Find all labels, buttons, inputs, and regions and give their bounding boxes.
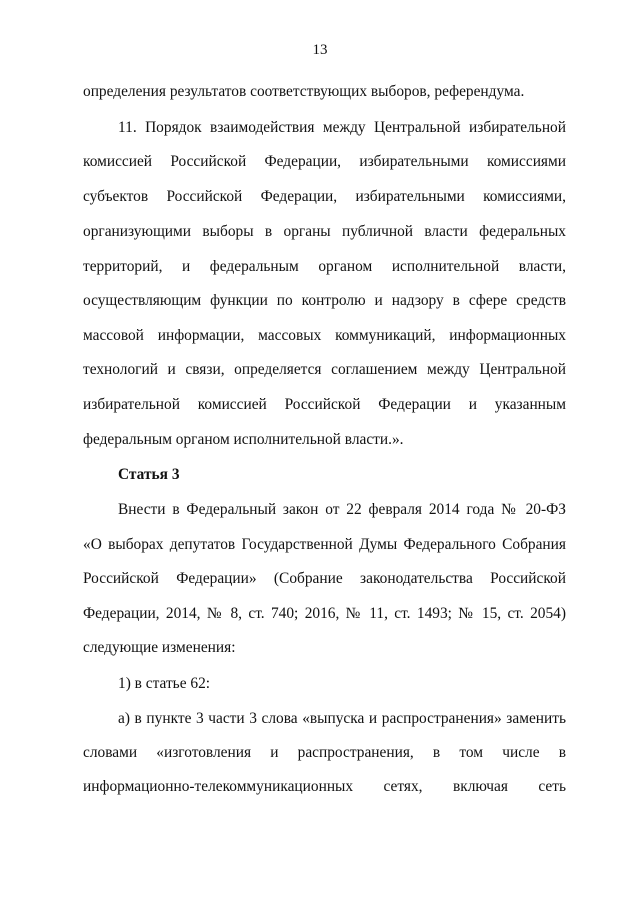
text-line-14: «О выборах депутатов Государственной Думы Федерального Собрания: [83, 536, 566, 553]
text-line-21: информационно-телекоммуникационных сетях, включая сеть: [83, 778, 566, 795]
text-line-17: следующие изменения:: [83, 639, 236, 656]
article-heading: Статья 3: [118, 466, 180, 483]
text-line-13: Внести в Федеральный закон от 22 февраля 2014 года № 20-ФЗ: [118, 501, 566, 518]
text-line-1: определения результатов соответствующих выборов, референдума.: [83, 83, 525, 100]
text-line-9: технологий и связи, определяется соглашением между Центральной: [83, 361, 566, 378]
text-line-3: комиссией Российской Федерации, избирательными комиссиями: [83, 153, 566, 170]
text-line-4: субъектов Российской Федерации, избирательными комиссиями,: [83, 188, 566, 205]
text-line-7: осуществляющим функции по контролю и надзору в сфере средств: [83, 292, 566, 309]
text-line-10: избирательной комиссией Российской Федерации и указанным: [83, 396, 566, 413]
text-line-11: федеральным органом исполнительной власти.».: [83, 431, 404, 448]
text-line-5: организующими выборы в органы публичной власти федеральных: [83, 223, 566, 240]
text-line-2: 11. Порядок взаимодействия между Центральной избирательной: [118, 119, 566, 136]
text-line-18: 1) в статье 62:: [118, 675, 211, 692]
text-line-16: Федерации, 2014, № 8, ст. 740; 2016, № 11, ст. 1493; № 15, ст. 2054): [83, 605, 566, 622]
text-line-8: массовой информации, массовых коммуникаций, информационных: [83, 327, 566, 344]
text-line-20: словами «изготовления и распространения, в том числе в: [83, 744, 566, 761]
text-line-15: Российской Федерации» (Собрание законодательства Российской: [83, 570, 566, 587]
text-line-19: а) в пункте 3 части 3 слова «выпуска и распространения» заменить: [118, 710, 566, 727]
text-line-6: территорий, и федеральным органом исполнительной власти,: [83, 258, 566, 275]
page-number: 13: [312, 42, 328, 58]
